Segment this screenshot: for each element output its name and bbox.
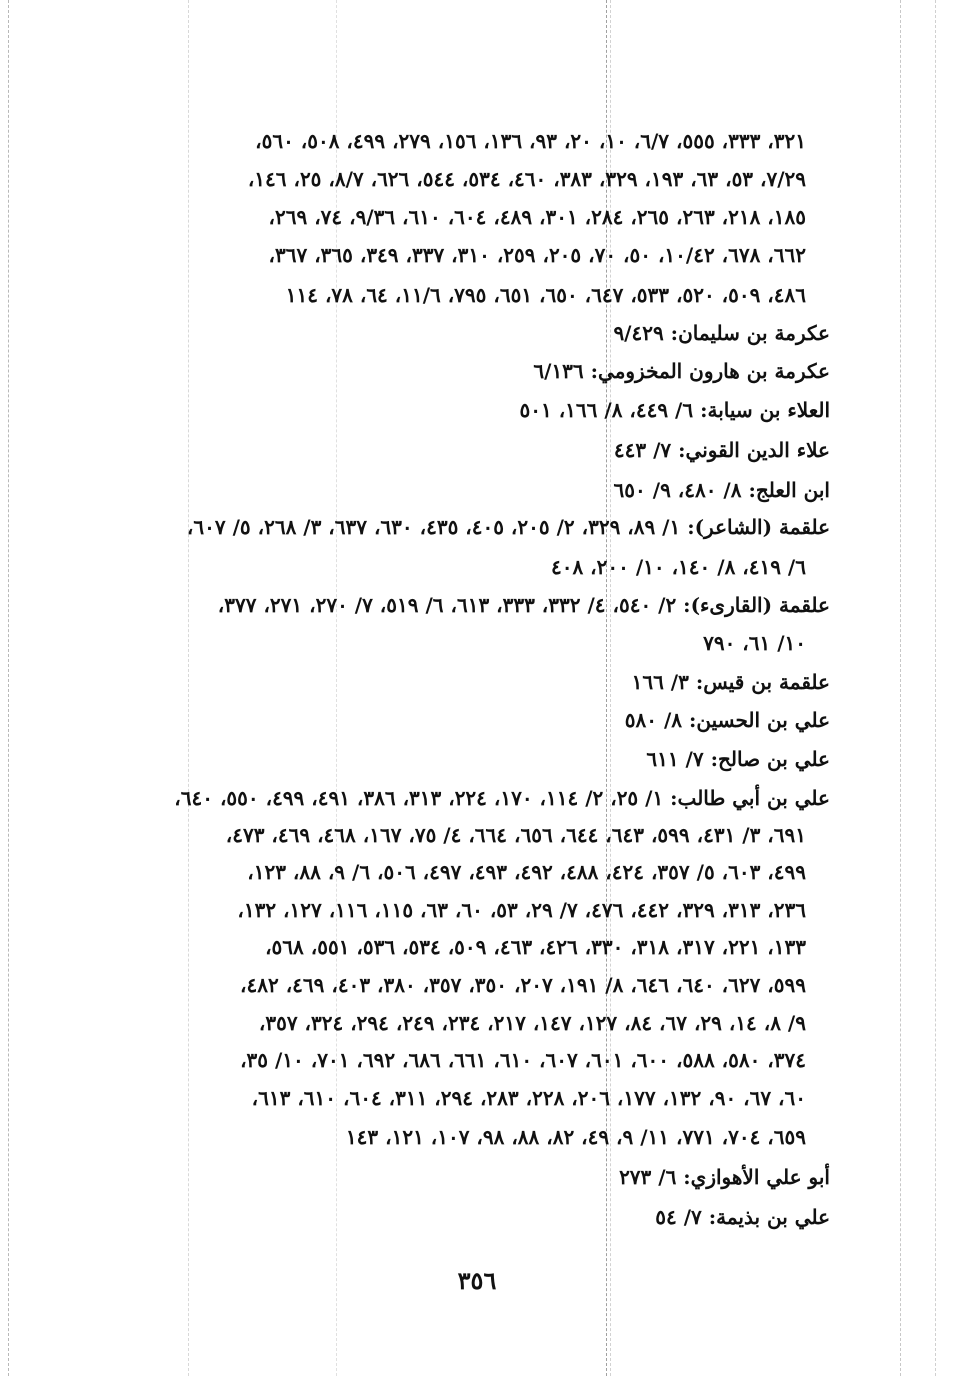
index-line: ٤٩٩، ٦٠٣، ٥/ ٣٥٧، ٤٢٤، ٤٨٨، ٤٩٢، ٤٩٣، ٤٩٧، ٥٠٦، ٦/ ٩، ٨٨، ١٢٣، <box>247 860 806 884</box>
index-entry: علي بن أبي طالب: ١/ ٢٥، ٢/ ١١٤، ١٧٠، ٢٢٤، ٣١٣، ٣٨٦، ٤٩١، ٤٩٩، ٥٥٠، ٦٤٠، <box>174 786 830 810</box>
index-entry: عكرمة بن سليمان: ٩/٤٢٩ <box>613 321 830 345</box>
page-number: ٣٥٦ <box>457 1266 497 1295</box>
index-entry: علقمة (القارىء): ٢/ ٥٤٠، ٤/ ٣٣٢، ٣٣٣، ٦١٣، ٦/ ٥١٩، ٧/ ٢٧٠، ٢٧١، ٣٧٧، <box>217 593 830 617</box>
index-entry: علقمة (الشاعر): ١/ ٨٩، ٣٢٩، ٢/ ٢٠٥، ٤٠٥، ٤٣٥، ٦٣٠، ٦٣٧، ٣/ ٢٦٨، ٥/ ٦٠٧، <box>186 515 830 539</box>
scan-guide-line <box>8 0 9 1376</box>
index-line: ٧/٢٩، ٥٣، ٦٣، ١٩٣، ٣٢٩، ٣٨٣، ٤٦٠، ٥٣٤، ٥٤٤، ٦٢٦، ٨/٧، ٢٥، ١٤٦، <box>247 167 806 191</box>
index-line: ١٨٥، ٢١٨، ٢٦٣، ٢٦٥، ٢٨٤، ٣٠١، ٤٨٩، ٦٠٤، ٦١٠، ٩/٣٦، ٧٤، ٢٦٩، <box>268 205 806 229</box>
index-line: ٦٦٢، ٦٧٨، ١٠/٤٢، ٥٠، ٧٠، ٢٠٥، ٢٥٩، ٣١٠، ٣٣٧، ٣٤٩، ٣٦٥، ٣٦٧، <box>268 243 806 267</box>
index-line: ٦٩١، ٣/ ٤٣١، ٥٩٩، ٦٤٣، ٦٤٤، ٦٥٦، ٦٦٤، ٤/ ٧٥، ١٦٧، ٤٦٨، ٤٦٩، ٤٧٣، <box>225 823 806 847</box>
scan-guide-line <box>900 0 901 1376</box>
index-entry: ابن العلج: ٨/ ٤٨٠، ٩/ ٦٥٠ <box>613 478 830 502</box>
index-line: ٢٣٦، ٣١٣، ٣٢٩، ٤٤٢، ٤٧٦، ٧/ ٢٩، ٥٣، ٦٠، ٦٣، ١١٥، ١١٦، ١٢٧، ١٣٢، <box>237 898 806 922</box>
index-line: ٦/ ٤١٩، ٨/ ١٤٠، ١٠/ ٢٠٠، ٤٠٨ <box>550 555 806 579</box>
scan-guide-line <box>935 0 936 1376</box>
index-entry: أبو علي الأهوازي: ٦/ ٢٧٣ <box>619 1165 830 1189</box>
index-entry: العلاء بن سيابة: ٦/ ٤٤٩، ٨/ ١٦٦، ٥٠١ <box>519 398 830 422</box>
index-line: ٣٧٤، ٥٨٠، ٥٨٨، ٦٠٠، ٦٠١، ٦٠٧، ٦١٠، ٦٦١، ٦٨٦، ٦٩٢، ٧٠١، ١٠/ ٣٥، <box>240 1048 806 1072</box>
index-line: ٣٢١، ٣٣٣، ٥٥٥، ٦/٧، ١٠، ٢٠، ٩٣، ١٣٦، ١٥٦، ٢٧٩، ٤٩٩، ٥٠٨، ٥٦٠، <box>255 129 806 153</box>
index-entry: علاء الدين القوني: ٧/ ٤٤٣ <box>613 438 830 462</box>
index-line: ١٠/ ٦١، ٧٩٠ <box>703 631 806 655</box>
index-line: ٦٥٩، ٧٠٤، ٧٧١، ١١/ ٩، ٤٩، ٨٢، ٨٨، ٩٨، ١٠٧، ١٢١، ١٤٣ <box>345 1125 806 1149</box>
index-line: ٩/ ٨، ١٤، ٢٩، ٦٧، ٨٤، ١٢٧، ١٤٧، ٢١٧، ٢٣٤، ٢٤٩، ٢٩٤، ٣٢٤، ٣٥٧، <box>258 1011 806 1035</box>
index-entry: علي بن الحسين: ٨/ ٥٨٠ <box>624 708 830 732</box>
index-line: ٤٨٦، ٥٠٩، ٥٢٠، ٥٣٣، ٦٤٧، ٦٥٠، ٦٥١، ٧٩٥، ١١/٦، ٦٤، ٧٨، ١١٤ <box>285 283 806 307</box>
index-entry: عكرمة بن هارون المخزومي: ٦/١٣٦ <box>533 359 830 383</box>
index-line: ١٣٣، ٢٢١، ٣١٧، ٣١٨، ٣٣٠، ٤٢٦، ٤٦٣، ٥٠٩، ٥٣٤، ٥٣٦، ٥٥١، ٥٦٨، <box>265 935 806 959</box>
index-line: ٦٠، ٦٧، ٩٠، ١٣٢، ١٧٧، ٢٠٦، ٢٢٨، ٢٨٣، ٢٩٤، ٣١١، ٦٠٤، ٦١٠، ٦١٣، <box>251 1086 806 1110</box>
index-line: ٥٩٩، ٦٢٧، ٦٤٠، ٦٤٦، ٨/ ١٩١، ٢٠٧، ٣٥٠، ٣٥٧، ٣٨٠، ٤٠٣، ٤٦٩، ٤٨٢، <box>240 973 806 997</box>
index-entry: علي بن صالح: ٧/ ٦١١ <box>646 747 830 771</box>
index-entry: علي بن بذيمة: ٧/ ٥٤ <box>655 1205 830 1229</box>
index-entry: علقمة بن قيس: ٣/ ١٦٦ <box>631 670 830 694</box>
